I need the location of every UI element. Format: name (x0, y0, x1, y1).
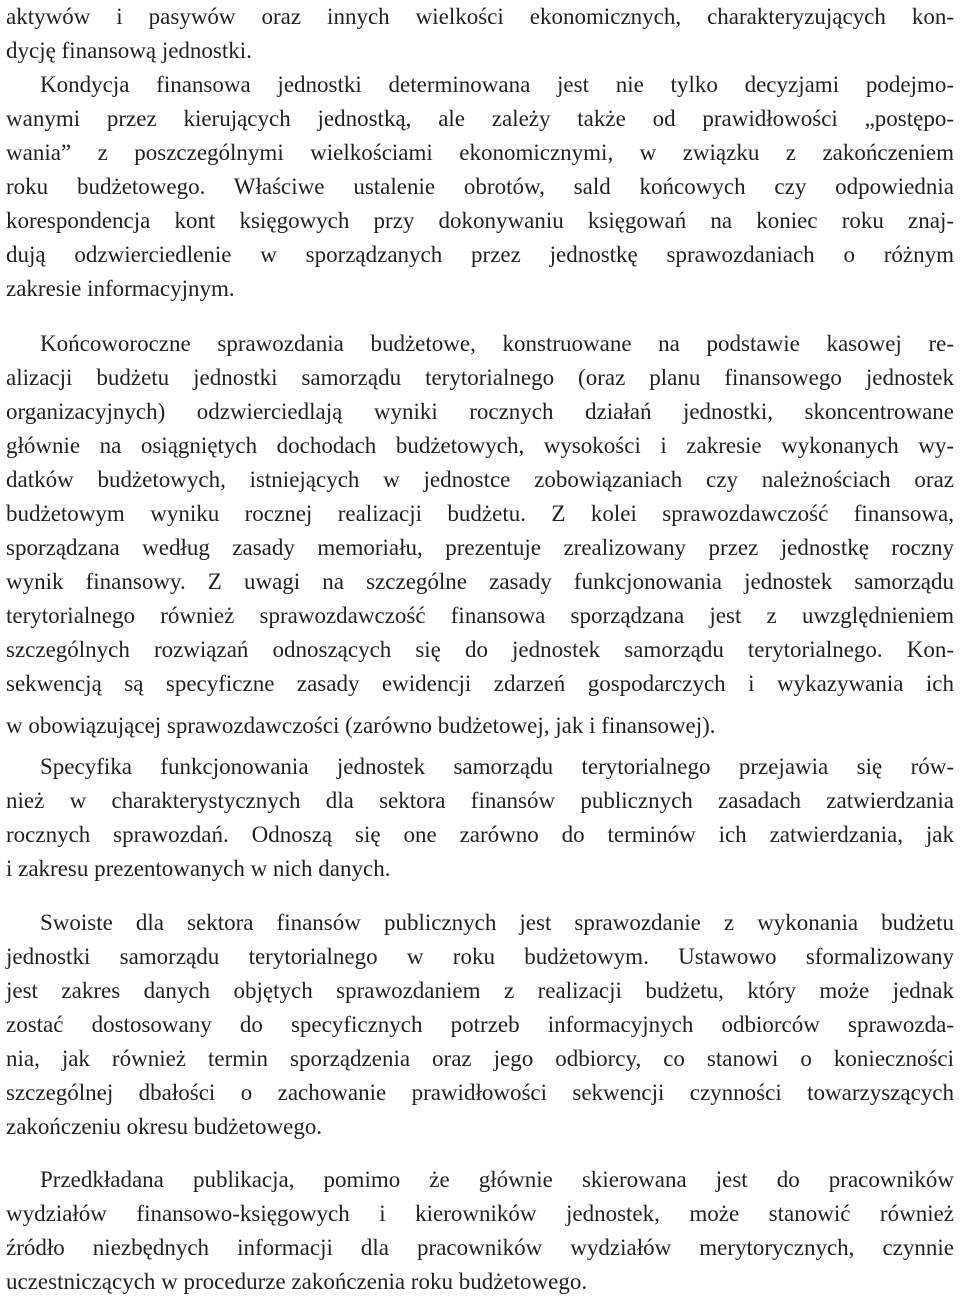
text-line: organizacyjnych) odzwierciedlają wyniki rocznych działań jednostki, skoncentrowane (6, 399, 954, 424)
text-line: jednostki samorządu terytorialnego w roku budżetowym. Ustawowo sformalizowany (6, 944, 954, 969)
text-line: sekwencją są specyficzne zasady ewidencji zdarzeń gospodarczych i wykazywania ich (6, 671, 954, 696)
text-line: budżetowym wyniku rocznej realizacji budżetu. Z kolei sprawozdawczość finansowa, (6, 501, 954, 526)
text-line: Kondycja finansowa jednostki determinowana jest nie tylko decyzjami podejmo- (40, 72, 954, 97)
text-line: źródło niezbędnych informacji dla pracowników wydziałów merytorycznych, czynnie (6, 1235, 954, 1260)
text-line: Specyfika funkcjonowania jednostek samorządu terytorialnego przejawia się rów- (40, 754, 954, 779)
text-line: dycję finansową jednostki. (6, 38, 252, 63)
text-line: głównie na osiągniętych dochodach budżetowych, wysokości i zakresie wykonanych wy- (6, 433, 954, 458)
text-line: terytorialnego również sprawozdawczość finansowa sporządzana jest z uwzględnieniem (6, 603, 954, 628)
text-line: sporządzana według zasady memoriału, prezentuje zrealizowany przez jednostkę roczny (6, 535, 954, 560)
text-line: wanymi przez kierujących jednostką, ale zależy także od prawidłowości „postępo- (6, 106, 954, 131)
text-line: i zakresu prezentowanych w nich danych. (6, 856, 391, 881)
text-line: wynik finansowy. Z uwagi na szczególne zasady funkcjonowania jednostek samorządu (6, 569, 954, 594)
text-line: alizacji budżetu jednostki samorządu terytorialnego (oraz planu finansowego jednostek (6, 365, 954, 390)
text-line: szczególnej dbałości o zachowanie prawidłowości sekwencji czynności towarzyszących (6, 1080, 954, 1105)
text-line: nież w charakterystycznych dla sektora finansów publicznych zasadach zatwierdzania (6, 788, 954, 813)
text-line: Przedkładana publikacja, pomimo że głównie skierowana jest do pracowników (40, 1167, 954, 1192)
text-line: aktywów i pasywów oraz innych wielkości ekonomicznych, charakteryzujących kon- (6, 4, 954, 29)
text-line: szczególnych rozwiązań odnoszących się do jednostek samorządu terytorialnego. Kon- (6, 637, 954, 662)
text-line: nia, jak również termin sporządzenia oraz jego odbiorcy, co stanowi o konieczności (6, 1046, 954, 1071)
text-line: zakresie informacyjnym. (6, 276, 235, 301)
text-line: korespondencja kont księgowych przy dokonywaniu księgowań na koniec roku znaj- (6, 208, 954, 233)
text-line: zakończeniu okresu budżetowego. (6, 1114, 323, 1139)
text-line: wania” z poszczególnymi wielkościami ekonomicznymi, w związku z zakończeniem (6, 140, 954, 165)
text-line: roku budżetowego. Właściwe ustalenie obrotów, sald końcowych czy odpowiednia (6, 174, 954, 199)
text-line: uczestniczących w procedurze zakończenia roku budżetowego. (6, 1269, 588, 1294)
text-line: Swoiste dla sektora finansów publicznych jest sprawozdanie z wykonania budżetu (40, 910, 954, 935)
text-line: wydziałów finansowo-księgowych i kierowników jednostek, może stanowić również (6, 1201, 954, 1226)
text-line: rocznych sprawozdań. Odnoszą się one zarówno do terminów ich zatwierdzania, jak (6, 822, 954, 847)
text-line: zostać dostosowany do specyficznych potrzeb informacyjnych odbiorców sprawozda- (6, 1012, 954, 1037)
text-line: datków budżetowych, istniejących w jednostce zobowiązaniach czy należnościach oraz (6, 467, 954, 492)
text-line: jest zakres danych objętych sprawozdaniem z realizacji budżetu, który może jednak (6, 978, 954, 1003)
text-line: dują odzwierciedlenie w sporządzanych przez jednostkę sprawozdaniach o różnym (6, 242, 954, 267)
text-line: Końcoworoczne sprawozdania budżetowe, konstruowane na podstawie kasowej re- (40, 331, 954, 356)
text-line: w obowiązującej sprawozdawczości (zarówno budżetowej, jak i finansowej). (6, 713, 716, 738)
